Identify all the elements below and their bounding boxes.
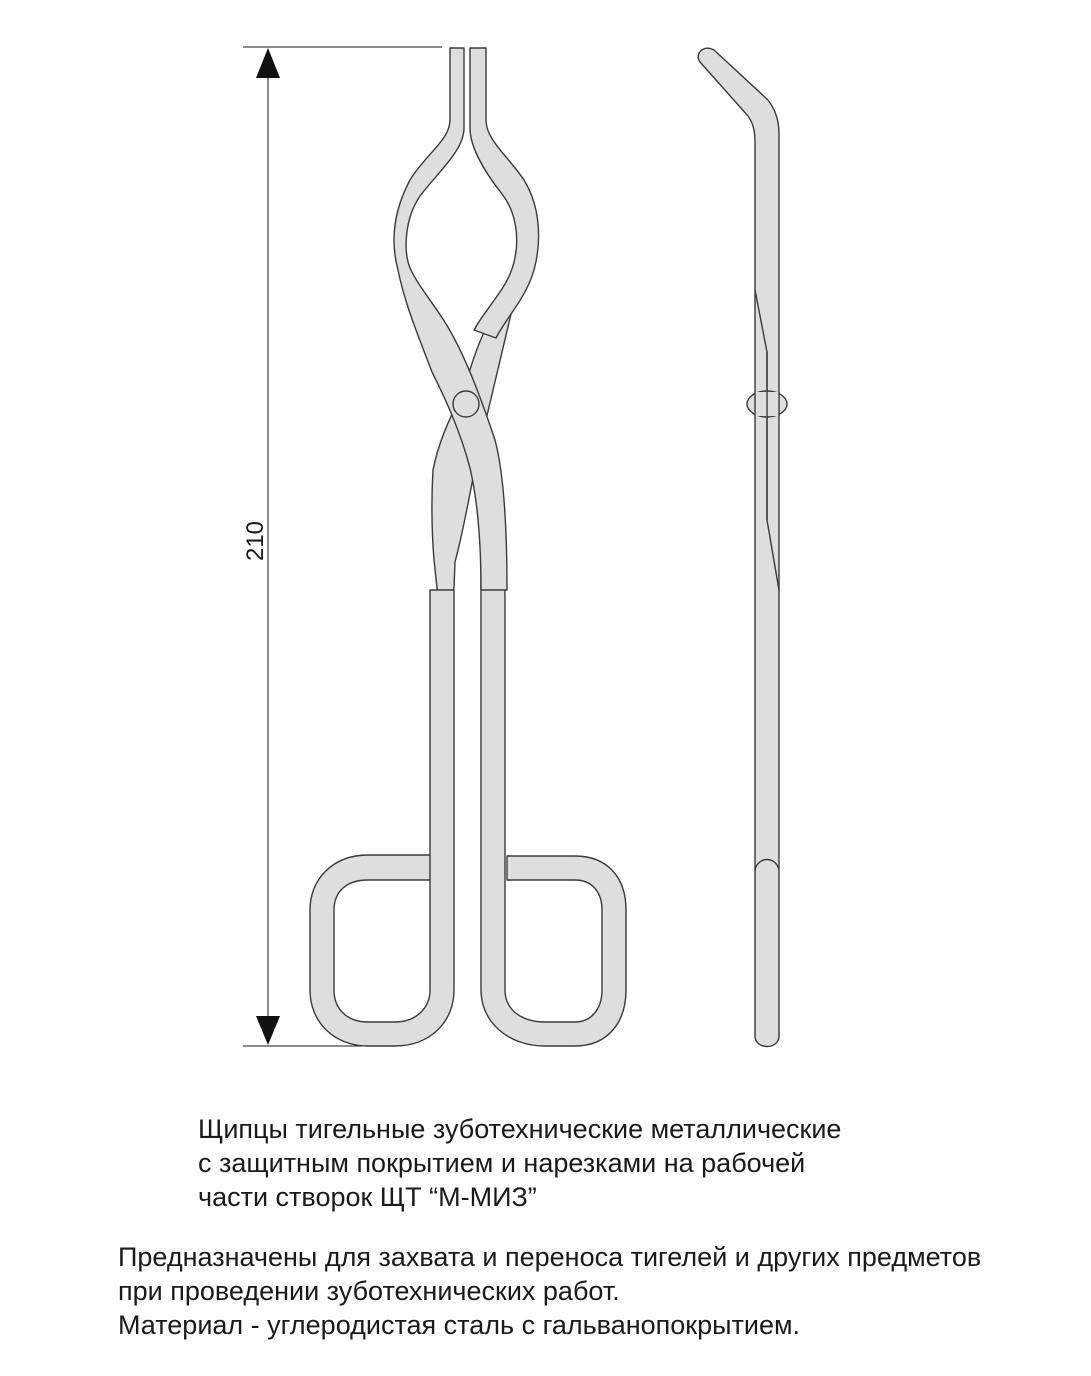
- tongs-pivot-rivet: [453, 391, 479, 417]
- tongs-right-jaw-arm: [470, 48, 539, 338]
- tongs-left-handle: [310, 590, 454, 1046]
- dimension-label: 210: [242, 520, 269, 562]
- dimension-arrow-top: [256, 48, 280, 78]
- product-title-line-2: с защитным покрытием и нарезками на рабочей: [198, 1148, 806, 1178]
- description-line-1: Предназначены для захвата и переноса тигелей и других предметов: [118, 1242, 982, 1272]
- tongs-side-view: [698, 48, 787, 1046]
- product-title-line-3: части створок ЩТ “М-МИЗ”: [198, 1182, 537, 1212]
- description-line-3: Материал - углеродистая сталь с гальванопокрытием.: [118, 1310, 801, 1340]
- tongs-front-view: [310, 48, 626, 1046]
- product-title-line-1: Щипцы тигельные зуботехнические металлические: [198, 1114, 842, 1144]
- product-title: [198, 1112, 841, 1214]
- product-description: [118, 1240, 981, 1342]
- side-view-body: [698, 48, 779, 1046]
- description-line-2: при проведении зуботехнических работ.: [118, 1276, 620, 1306]
- dimension-arrow-bottom: [256, 1016, 280, 1045]
